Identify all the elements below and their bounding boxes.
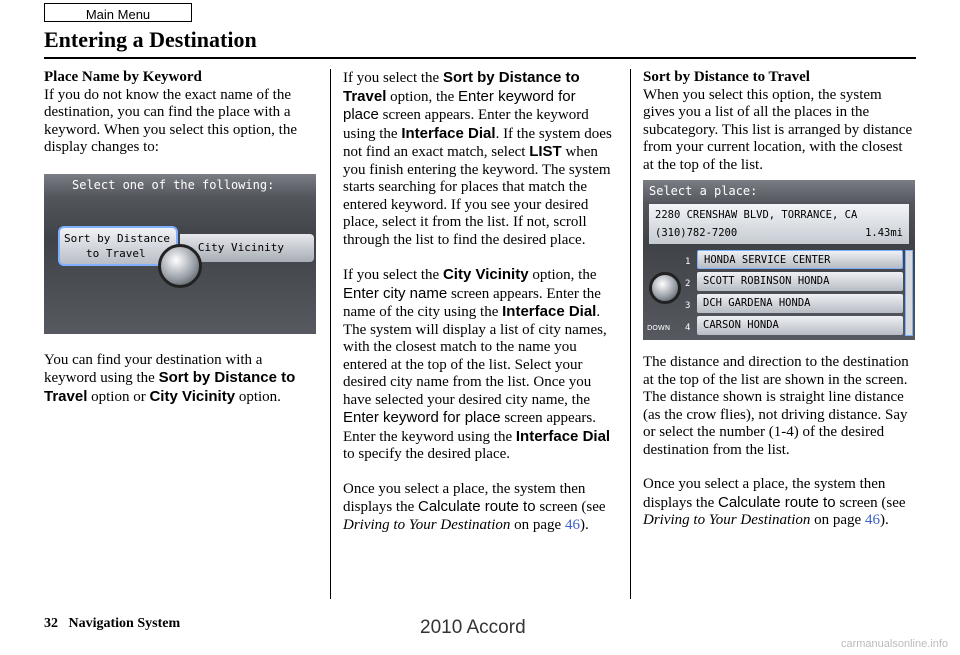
column-divider (330, 69, 331, 599)
address-box (649, 204, 909, 244)
option-label: Sort by Distance (64, 231, 170, 245)
paragraph: Once you select a place, the system then displays the Calculate route to screen (see Driving to Your Destination on page 46). (343, 480, 606, 533)
distance-text: 1.43mi (865, 227, 903, 239)
interface-dial-icon (158, 244, 202, 288)
paragraph: If you select the Sort by Distance to Travel option, the Enter keyword for place screen appears. Enter the keyword using the Interface Dial. If the system does not find an exact match, select LIST when you finish entering the keyword. The system starts searching for places that match the entered keyword. If you see your desired place, select it from the list. If not, scroll through the list to find the desired place. (343, 69, 612, 248)
section-heading: Place Name by Keyword (44, 69, 202, 85)
list-number: 1 (685, 257, 691, 267)
list-item[interactable]: HONDA SERVICE CENTER (697, 250, 903, 269)
option-label: to Travel (86, 246, 146, 260)
screen-title: Select a place: (643, 180, 915, 202)
down-label: DOWN (647, 324, 671, 332)
page-number: 32 (44, 616, 58, 631)
watermark: carmanualsonline.info (840, 638, 948, 650)
list-item[interactable]: CARSON HONDA (697, 316, 903, 335)
scrollbar[interactable] (905, 250, 913, 336)
page-link[interactable]: 46 (564, 516, 580, 533)
address-text: 2280 CRENSHAW BLVD, TORRANCE, CA (655, 209, 858, 221)
title-rule (44, 57, 916, 59)
list-number: 3 (685, 301, 691, 311)
paragraph: If you do not know the exact name of the destination, you can find the place with a keyword. When you select this option, the display changes to: (44, 86, 298, 155)
nav-screen-select-option (44, 174, 316, 334)
nav-screen-select-place (643, 180, 915, 340)
paragraph: If you select the City Vicinity option, the Enter city name screen appears. Enter the name of the city using the Interface Dial. The system will display a list of city names, with the closest match to the name you entered at the top of the list. Select your desired city name from the list. Once you have selected your desired city name, the Enter keyword for place screen appears. Enter the keyword using the Interface Dial to specify the desired place. (343, 266, 611, 462)
list-number: 4 (685, 323, 691, 333)
page-title: Entering a Destination (44, 27, 257, 52)
section-heading: Sort by Distance to Travel (643, 69, 810, 85)
column-2 (343, 69, 615, 551)
paragraph: When you select this option, the system gives you a list of all the places in the subcategory. This list is arranged by distance from your current location, with the closest at the top of the list. (643, 86, 913, 173)
paragraph: Once you select a place, the system then displays the Calculate route to screen (see Driving to Your Destination on page 46). (643, 476, 906, 528)
column-divider (630, 69, 631, 599)
phone-text: (310)782-7200 (655, 227, 738, 239)
option-city-vicinity[interactable]: City Vicinity (180, 234, 314, 262)
main-menu-button[interactable]: Main Menu (44, 3, 192, 22)
column-1 (44, 69, 316, 423)
interface-dial-icon (649, 272, 681, 304)
list-item[interactable]: DCH GARDENA HONDA (697, 294, 903, 313)
screen-title: Select one of the following: (44, 174, 316, 196)
paragraph: You can find your destination with a keyword using the Sort by Distance to Travel option or City Vicinity option. (44, 351, 296, 405)
paragraph: The distance and direction to the destination at the top of the list are shown in the screen. The distance shown is straight line distance (as the crow flies), not driving distance. Say or select the number (1-4) of the desired destination from the list. (643, 354, 909, 458)
column-3 (643, 69, 915, 547)
list-item[interactable]: SCOTT ROBINSON HONDA (697, 272, 903, 291)
list-number: 2 (685, 279, 691, 289)
page-footer (44, 616, 180, 632)
page-link[interactable]: 46 (864, 512, 880, 528)
book-title: 2010 Accord (420, 617, 526, 638)
section-name: Navigation System (68, 616, 181, 631)
